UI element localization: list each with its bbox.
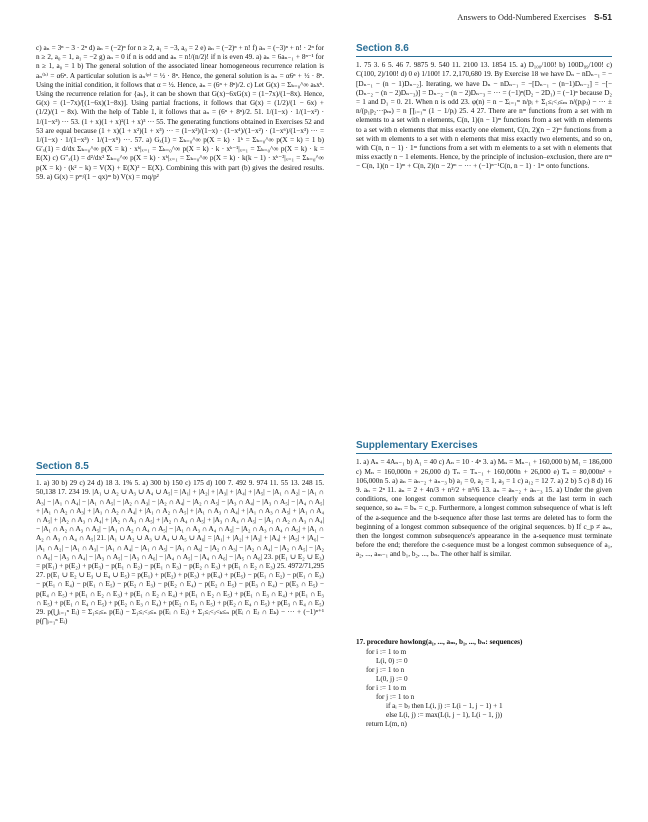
running-head-title: Answers to Odd-Numbered Exercises (457, 12, 586, 22)
supplementary-exercises (356, 441, 612, 729)
supplementary-body-wrap (356, 458, 612, 636)
section-8-6-title: Section 8.6 (356, 44, 612, 57)
algorithm-line: for i := 1 to m (366, 647, 407, 656)
section-8-5-title: Section 8.5 (36, 462, 324, 475)
howlong-algorithm (356, 638, 612, 729)
continued-answers (36, 44, 324, 362)
running-head (457, 12, 612, 22)
section-8-6-body: 1. 75 3. 6 5. 46 7. 9875 9. 540 11. 2100 13. 1854 15. a) D₁₀₀/100! b) 100D₉₉/100! c) C(100, 2)/100! d) 0 e) 1/100! 17. 2,170,680 19. By Exercise 18 we have Dₙ − nDₙ₋₁ = −[Dₙ₋₁ − (n − 1)Dₙ₋₂]. Iterating, we have Dₙ − nDₙ₋₁ = −[Dₙ₋₁ − (n−1)Dₙ₋₂] = −[−(Dₙ₋₂ − (n − 2)Dₙ₋₃)] = Dₙ₋₂ − (n − 2)Dₙ₋₃ = ··· = (−1)ⁿ(D₂ − 2D₁) = (−1)ⁿ because D₂ = 1 and D₁ = 0. 21. When n is odd 23. φ(n) = n − Σᵢ₌₁ᵐ n/pᵢ + Σ₁≤ᵢ<ⱼ≤ₘ n/(pᵢpⱼ) − ··· ± n/(p₁p₂···pₘ) = n ∏ᵢ₌₁ᵐ (1 − 1/pᵢ) 25. 4 27. There are nᵐ functions from a set with m elements to a set with n elements, C(n, 1)(n − 1)ᵐ functions from a set with m elements to a set with n elements that miss exactly one element, C(n, 2)(n − 2)ᵐ functions from a set with m elements to a set with n elements that miss exactly two elements, and so on, with C(n, n − 1) · 1ᵐ functions from a set with m elements to a set with n elements that miss exactly n − 1 elements. Hence, by the principle of inclusion–exclusion, there are nᵐ − C(n, 1)(n − 1)ᵐ + C(n, 2)(n − 2)ᵐ − ··· + (−1)ⁿ⁻¹C(n, n − 1) · 1ᵐ onto functions. (356, 61, 612, 171)
algorithm-line: if aᵢ = bⱼ then L(i, j) := L(i − 1, j − 1) + 1 (386, 702, 503, 711)
algorithm-line: L(0, j) := 0 (376, 674, 408, 683)
algorithm-header: 17. procedure howlong(a₁, ..., aₘ, b₁, ..., bₙ: sequences) (356, 638, 523, 647)
algorithm-line: for i := 1 to m (366, 683, 407, 692)
algorithm-line: else L(i, j) := max(L(i, j − 1), L(i − 1, j)) (386, 711, 503, 720)
section-8-6-body-wrap (356, 61, 612, 368)
answers-continued-text: c) aₙ = 3ⁿ − 3 · 2ⁿ d) aₙ = (−2)ⁿ for n ≥ 2, a₁ = −3, a₀ = 2 e) aₙ = (−2)ⁿ + n! f) aₙ = (−3)ⁿ + n! · 2ⁿ for n ≥ 2, a₀ = 1, a₁ = −2 g) aₙ = 0 if n is odd and aₙ = n!/(n/2)! if n is even 49. a) aₙ = 6aₙ₋₁ + 8ⁿ⁻¹ for n ≥ 1, a₀ = 1 b) The general solution of the associated linear homogeneous recurrence relation is aₙ⁽ʰ⁾ = α6ⁿ. A particular solution is aₙ⁽ᵖ⁾ = ½ · 8ⁿ. Hence, the general solution is aₙ = α6ⁿ + ½ · 8ⁿ. Using the initial condition, it follows that α = ½. Hence, aₙ = (6ⁿ + 8ⁿ)/2. c) Let G(x) = Σₖ₌₀^∞ aₖxᵏ. Using the recurrence relation for {aₖ}, it can be shown that G(x)−6xG(x) = (1−7x)/(1−8x). Hence, G(x) = (1−7x)/[(1−6x)(1−8x)]. Using partial fractions, it follows that G(x) = (1/2)/(1 − 6x) + (1/2)/(1 − 8x). With the help of Table 1, it follows that aₙ = (6ⁿ + 8ⁿ)/2. 51. 1/(1−x) · 1/(1−x²) · 1/(1−x³) ··· 53. (1 + x)(1 + x)²(1 + x)³ ··· 55. The generating functions obtained in Exercises 52 and 53 are equal because (1 + x)(1 + x²)(1 + x³) ··· = (1−x²)/(1−x) · (1−x⁴)/(1−x²) · (1−x⁶)/(1−x³) ··· = 1/(1−x) · 1/(1−x³) · 1/(1−x⁵) ···. 57. a) Gₓ(1) = Σₖ₌₀^∞ p(X = k) · 1ᵏ = Σₖ₌₀^∞ p(X = k) = 1 b) G′ₓ(1) = d/dx Σₖ₌₀^∞ p(X = k) · xᵏ|ₓ₌₁ = Σₖ₌₀^∞ p(X = k) · k · xᵏ⁻¹|ₓ₌₁ = Σₖ₌₀^∞ p(X = k) · k = E(X) c) G″ₓ(1) = d²/dx² Σₖ₌₀^∞ p(X = k) · xᵏ|ₓ₌₁ = Σₖ₌₀^∞ p(X = k) · k(k − 1) · xᵏ⁻²|ₓ₌₁ = Σₖ₌₀^∞ p(X = k) · (k² − k) = V(X) + E(X)² − E(X). Combining this with part (b) gives the desired results. 59. a) G(x) = pᵐ/(1 − qx)ᵐ b) V(x) = mq/p² (36, 44, 324, 181)
algorithm-line: for j := 1 to n (376, 692, 415, 701)
algorithm-line: for j := 1 to n (366, 665, 405, 674)
algorithm-line: return L(m, n) (366, 720, 407, 729)
page-number: S-51 (594, 12, 612, 22)
supplementary-title: Supplementary Exercises (356, 441, 612, 454)
section-8-5 (36, 462, 324, 822)
left-column (36, 44, 324, 822)
supplementary-body: 1. a) Aₙ = 4Aₙ₋₁ b) A₁ = 40 c) Aₙ = 10 · 4ⁿ 3. a) Mₙ = Mₙ₋₁ + 160,000 b) M₁ = 186,000 c) Mₙ = 160,000n + 26,000 d) Tₙ = Tₙ₋₁ + 160,000n + 26,000 e) Tₙ = 80,000n² + 106,000n 5. a) aₙ = aₙ₋₂ + aₙ₋₃ b) a₁ = 0, a₂ = 1, a₃ = 1 c) a₁₂ = 12 7. a) 2 b) 5 c) 8 d) 16 9. aₙ = 2ⁿ 11. aₙ = 2 + 4n/3 + n²/2 + n³/6 13. aₙ = aₙ₋₂ + aₙ₋₃ 15. a) Under the given conditions, one longest common subsequence clearly ends at the last term in each sequence, so aₘ = bₙ = c_p. Furthermore, a longest common subsequence of what is left of the a-sequence and the b-sequence after those last terms are deleted has to form the beginning of a longest common subsequence of the original sequences. b) If c_p ≠ aₘ, then the longest common subsequence's appearance in the a-sequence must terminate before the end; therefore the c-sequence must be a longest common subsequence of a₁, a₂, ..., aₘ₋₁ and b₁, b₂, ..., bₙ. The other half is similar. (356, 458, 612, 559)
section-8-5-body: 1. a) 30 b) 29 c) 24 d) 18 3. 1% 5. a) 300 b) 150 c) 175 d) 100 7. 492 9. 974 11. 55 13. 248 15. 50,138 17. 234 19. |A₁ ∪ A₂ ∪ A₃ ∪ A₄ ∪ A₅| = |A₁| + |A₂| + |A₃| + |A₄| + |A₅| − |A₁ ∩ A₂| − |A₁ ∩ A₃| − |A₁ ∩ A₄| − |A₁ ∩ A₅| − |A₂ ∩ A₃| − |A₂ ∩ A₄| − |A₂ ∩ A₅| − |A₃ ∩ A₄| − |A₃ ∩ A₅| − |A₄ ∩ A₅| + |A₁ ∩ A₂ ∩ A₃| + |A₁ ∩ A₂ ∩ A₄| + |A₁ ∩ A₂ ∩ A₅| + |A₁ ∩ A₃ ∩ A₄| + |A₁ ∩ A₃ ∩ A₅| + |A₁ ∩ A₄ ∩ A₅| + |A₂ ∩ A₃ ∩ A₄| + |A₂ ∩ A₃ ∩ A₅| + |A₂ ∩ A₄ ∩ A₅| + |A₃ ∩ A₄ ∩ A₅| − |A₁ ∩ A₂ ∩ A₃ ∩ A₄| − |A₁ ∩ A₂ ∩ A₃ ∩ A₅| − |A₁ ∩ A₂ ∩ A₄ ∩ A₅| − |A₁ ∩ A₃ ∩ A₄ ∩ A₅| − |A₂ ∩ A₃ ∩ A₄ ∩ A₅| + |A₁ ∩ A₂ ∩ A₃ ∩ A₄ ∩ A₅| 21. |A₁ ∪ A₂ ∪ A₃ ∪ A₄ ∪ A₅ ∪ A₆| = |A₁| + |A₂| + |A₃| + |A₄| + |A₅| + |A₆| − |A₁ ∩ A₂| − |A₁ ∩ A₃| − |A₁ ∩ A₄| − |A₁ ∩ A₅| − |A₁ ∩ A₆| − |A₂ ∩ A₃| − |A₂ ∩ A₄| − |A₂ ∩ A₅| − |A₂ ∩ A₆| − |A₃ ∩ A₄| − |A₃ ∩ A₅| − |A₃ ∩ A₆| − |A₄ ∩ A₅| − |A₄ ∩ A₆| − |A₅ ∩ A₆| 23. p(E₁ ∪ E₂ ∪ E₃) = p(E₁) + p(E₂) + p(E₃) − p(E₁ ∩ E₂) − p(E₁ ∩ E₃) − p(E₂ ∩ E₃) + p(E₁ ∩ E₂ ∩ E₃) 25. 4972/71,295 27. p(E₁ ∪ E₂ ∪ E₃ ∪ E₄ ∪ E₅) = p(E₁) + p(E₂) + p(E₃) + p(E₄) + p(E₅) − p(E₁ ∩ E₂) − p(E₁ ∩ E₃) − p(E₁ ∩ E₄) − p(E₁ ∩ E₅) − p(E₂ ∩ E₃) − p(E₂ ∩ E₄) − p(E₂ ∩ E₅) − p(E₃ ∩ E₄) − p(E₃ ∩ E₅) − p(E₄ ∩ E₅) + p(E₁ ∩ E₂ ∩ E₃) + p(E₁ ∩ E₂ ∩ E₄) + p(E₁ ∩ E₂ ∩ E₅) + p(E₁ ∩ E₃ ∩ E₄) + p(E₁ ∩ E₃ ∩ E₅) + p(E₁ ∩ E₄ ∩ E₅) + p(E₂ ∩ E₃ ∩ E₄) + p(E₂ ∩ E₃ ∩ E₅) + p(E₂ ∩ E₄ ∩ E₅) + p(E₃ ∩ E₄ ∩ E₅) 29. p(⋃ᵢ₌₁ⁿ Eᵢ) = Σ₁≤ᵢ≤ₙ p(Eᵢ) − Σ₁≤ᵢ<ⱼ≤ₙ p(Eᵢ ∩ Eⱼ) + Σ₁≤ᵢ<ⱼ<ₖ≤ₙ p(Eᵢ ∩ Eⱼ ∩ Eₖ) − ··· + (−1)ⁿ⁺¹ p(⋂ᵢ₌₁ⁿ Eᵢ) (36, 479, 324, 626)
right-column (356, 44, 612, 729)
section-8-5-body-wrap (36, 479, 324, 822)
section-8-6 (356, 44, 612, 368)
algorithm-line: L(i, 0) := 0 (376, 656, 408, 665)
